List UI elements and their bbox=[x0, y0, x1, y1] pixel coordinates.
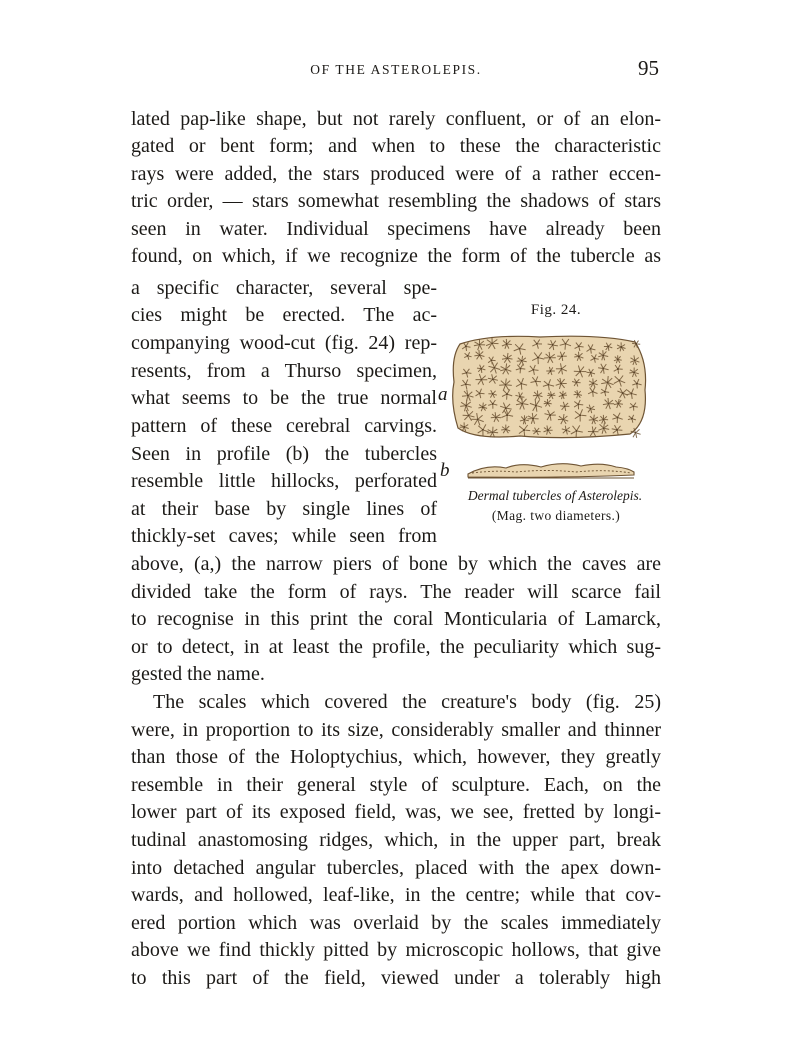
text-line: above, (a,) the narrow piers of bone by which the caves are bbox=[131, 553, 661, 575]
tubercles-profile-engraving bbox=[466, 458, 636, 482]
running-head: OF THE ASTEROLEPIS. bbox=[310, 62, 482, 77]
text-line: above we find thickly pitted by microscopic hollows, that give bbox=[131, 939, 661, 961]
text-line: were, in proportion to its size, considerably smaller and thinner bbox=[131, 719, 661, 741]
figure-letter-a: a bbox=[438, 384, 448, 405]
figure-24 bbox=[436, 300, 676, 540]
text-line: lower part of its exposed field, was, we see, fretted by longi- bbox=[131, 801, 661, 823]
text-line: gated or bent form; and when to these the characteristic bbox=[131, 135, 661, 157]
text-line: gested the name. bbox=[131, 663, 265, 685]
text-line: Seen in profile (b) the tubercles bbox=[131, 443, 437, 465]
page-header bbox=[131, 54, 661, 84]
text-line: rays were added, the stars produced were of a rather eccen- bbox=[131, 163, 661, 185]
text-line: than those of the Holoptychius, which, however, they greatly bbox=[131, 746, 661, 768]
text-line: resemble little hillocks, perforated bbox=[131, 470, 437, 492]
text-line: seen in water. Individual specimens have already been bbox=[131, 218, 661, 240]
text-line: cies might be erected. The ac- bbox=[131, 304, 437, 326]
text-line: at their base by single lines of bbox=[131, 498, 437, 520]
text-line: divided take the form of rays. The reader will scarce fail bbox=[131, 581, 661, 603]
text-line: to recognise in this print the coral Monticularia of Lamarck, bbox=[131, 608, 661, 630]
figure-label: Fig. 24. bbox=[530, 302, 582, 318]
text-line: pattern of these cerebral carvings. bbox=[131, 415, 437, 437]
text-line: what seems to be the true normal bbox=[131, 387, 437, 409]
page-number: 95 bbox=[638, 56, 659, 80]
text-line: resemble in their general style of sculpture. Each, on the bbox=[131, 774, 661, 796]
figure-caption: Dermal tubercles of Asterolepis. bbox=[467, 488, 643, 503]
text-line: ered portion which was overlaid by the scales immediately bbox=[131, 912, 661, 934]
text-line: to this part of the field, viewed under a tolerably high bbox=[131, 967, 661, 989]
figure-letter-b: b bbox=[440, 460, 450, 481]
text-line: companying wood-cut (fig. 24) rep- bbox=[131, 332, 437, 354]
text-line: wards, and hollowed, leaf-like, in the centre; while that cov- bbox=[131, 884, 661, 906]
text-line: tric order, — stars somewhat resembling the shadows of stars bbox=[131, 190, 661, 212]
text-line: or to detect, in at least the profile, the peculiarity which sug- bbox=[131, 636, 661, 658]
text-line: lated pap-like shape, but not rarely confluent, or of an elon- bbox=[131, 108, 661, 130]
figure-caption-note: (Mag. two diameters.) bbox=[491, 508, 621, 523]
text-line: resents, from a Thurso specimen, bbox=[131, 360, 437, 382]
text-line: found, on which, if we recognize the form of the tubercle as bbox=[131, 245, 661, 267]
text-line: thickly-set caves; while seen from bbox=[131, 525, 437, 547]
text-line: tudinal anastomosing ridges, which, in the upper part, break bbox=[131, 829, 661, 851]
text-line: into detached angular tubercles, placed with the apex down- bbox=[131, 857, 661, 879]
text-line: a specific character, several spe- bbox=[131, 277, 437, 299]
tubercles-top-view-engraving bbox=[450, 332, 650, 442]
text-line: The scales which covered the creature's body (fig. 25) bbox=[153, 691, 661, 713]
